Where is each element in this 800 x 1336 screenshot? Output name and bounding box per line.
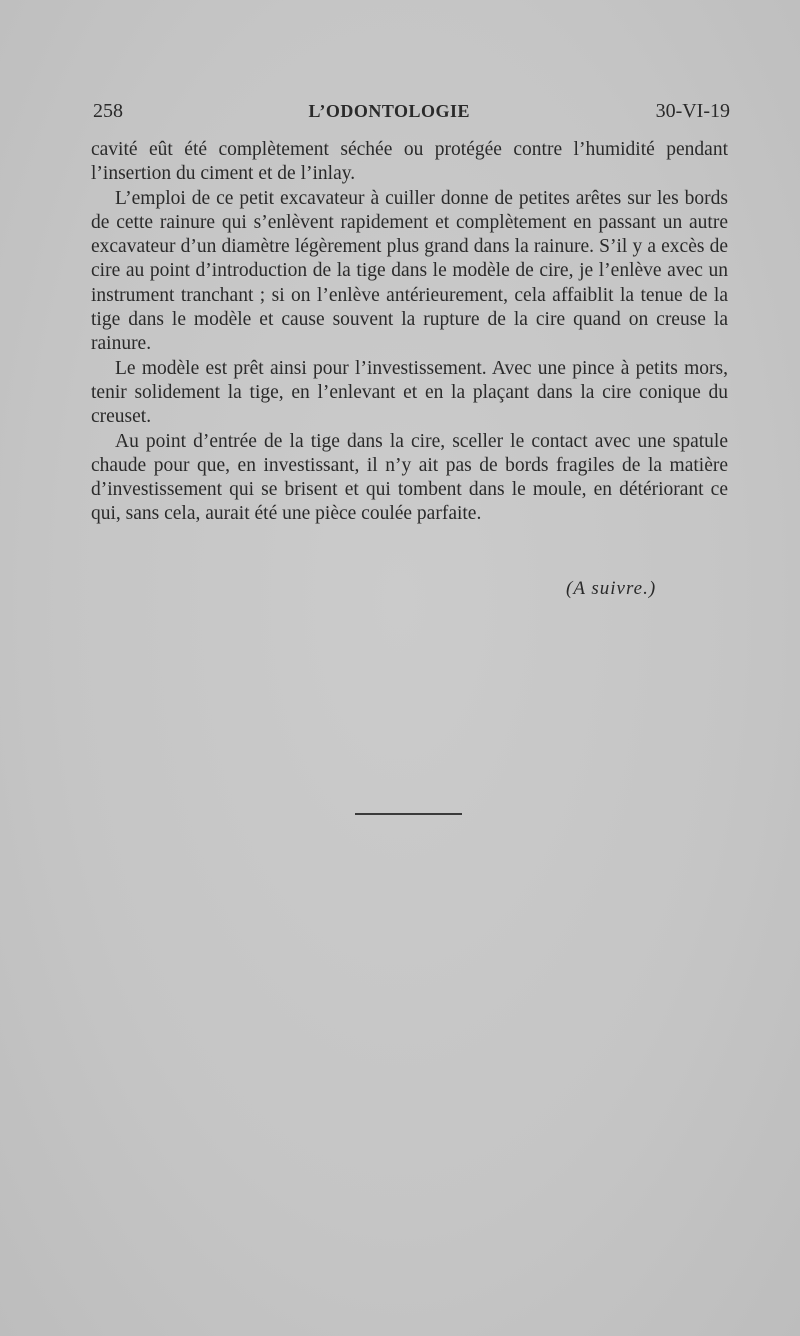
end-rule-divider	[355, 813, 462, 815]
issue-date: 30-VI-19	[655, 100, 730, 122]
page-number: 258	[93, 100, 123, 122]
continuation-note: (A suivre.)	[566, 578, 657, 599]
paragraph-excavateur: L’emploi de ce petit excavateur à cuiller donne de petites arêtes sur les bords de cette rainure qui s’enlèvent rapidement et complètement en passant un autre excavateur d’un diamètre légèrement plus grand dans la rainure. S’il y a excès de cire au point d’introduction de la tige dans le modèle de cire, je l’enlève avec un instrument tranchant ; si on l’enlève antérieurement, cela affaiblit la tenue de la tige dans le modèle et cause souvent la rupture de la cire quand on creuse la rainure.	[91, 187, 728, 355]
paragraph-continued: cavité eût été complètement séchée ou protégée contre l’humidité pendant l’insertion du ciment et de l’inlay.	[91, 139, 728, 185]
paragraph-sceller: Au point d’entrée de la tige dans la cire, sceller le contact avec une spatule chaude pour que, en investissant, il n’y ait pas de bords fragiles de la matière d’investissement qui se brisent et qui tombent dans le moule, en détériorant ce qui, sans cela, aurait été une pièce coulée parfaite.	[91, 430, 728, 525]
paragraph-investissement: Le modèle est prêt ainsi pour l’investissement. Avec une pince à petits mors, tenir solidement la tige, en l’enlevant et en la plaçant dans la cire conique du creuset.	[91, 357, 728, 428]
journal-title: L’ODONTOLOGIE	[308, 101, 471, 121]
running-header	[93, 100, 730, 130]
article-body	[91, 138, 728, 527]
